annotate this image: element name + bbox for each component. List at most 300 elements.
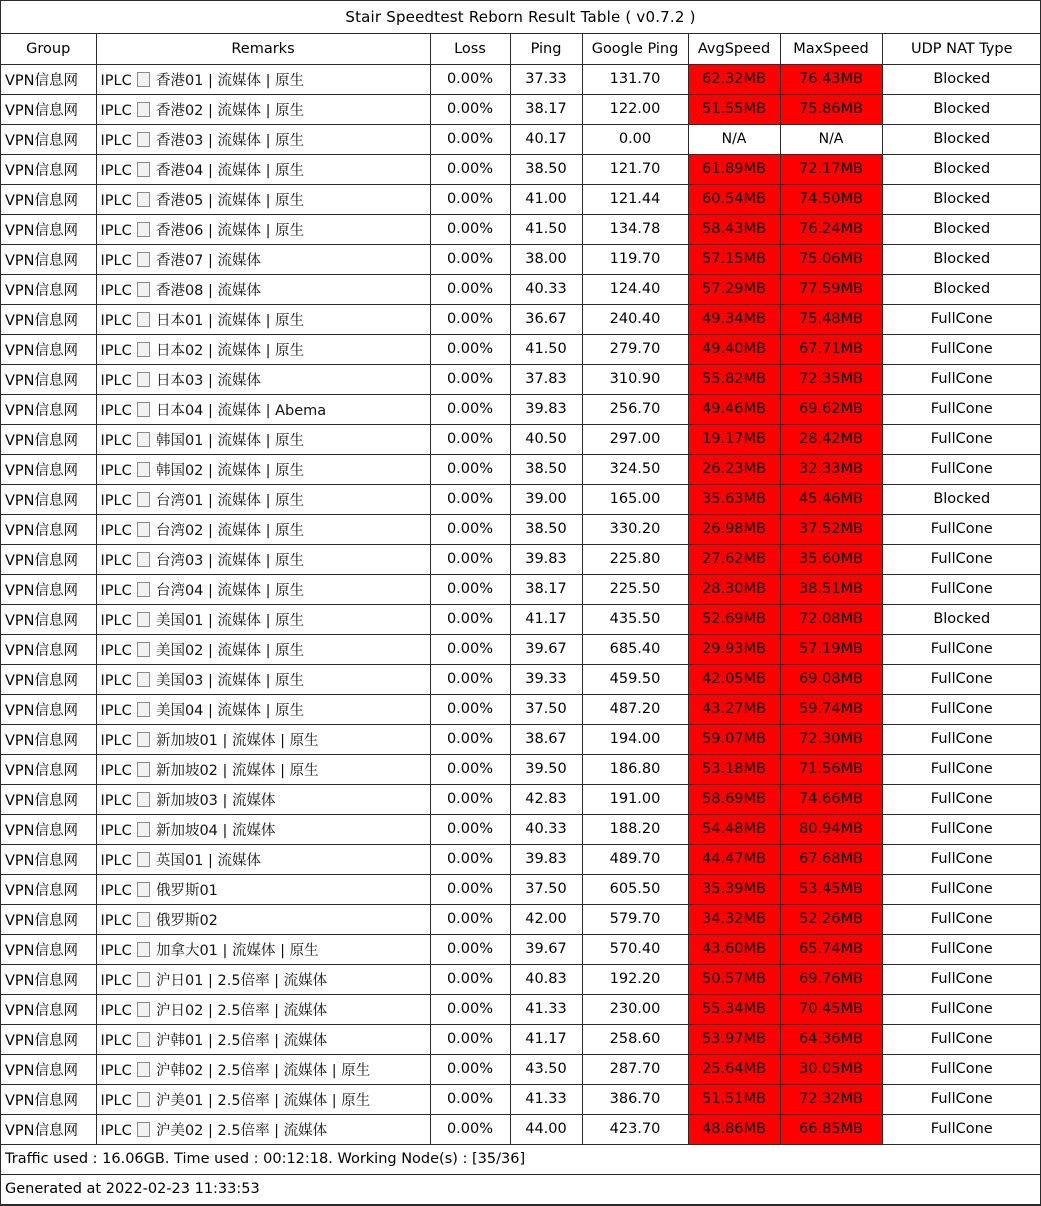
flag-icon [137,132,150,147]
flag-icon [137,702,150,717]
remarks-prefix: IPLC [100,972,132,989]
cell-ping: 38.00 [510,244,582,274]
cell-group: VPN信息网 [1,514,96,544]
cell-maxspeed: 38.51MB [780,574,882,604]
cell-google-ping: 192.20 [582,964,688,994]
cell-avgspeed: 34.32MB [688,904,780,934]
cell-ping: 37.50 [510,694,582,724]
cell-loss: 0.00% [430,1054,510,1084]
remarks-prefix: IPLC [100,612,132,629]
remarks-prefix: IPLC [100,822,132,839]
cell-avgspeed: 42.05MB [688,664,780,694]
cell-loss: 0.00% [430,214,510,244]
cell-avgspeed: 35.39MB [688,874,780,904]
remarks-prefix: IPLC [100,942,132,959]
cell-udp-nat-type: FullCone [882,1084,1041,1114]
cell-google-ping: 122.00 [582,94,688,124]
cell-avgspeed: 29.93MB [688,634,780,664]
cell-maxspeed: N/A [780,124,882,154]
table-row [1,364,1041,394]
cell-udp-nat-type: Blocked [882,94,1041,124]
cell-remarks [96,214,430,244]
cell-avgspeed: 43.60MB [688,934,780,964]
page-title: Stair Speedtest Reborn Result Table ( v0.7.2 ) [1,1,1040,34]
cell-loss: 0.00% [430,484,510,514]
cell-google-ping: 0.00 [582,124,688,154]
cell-maxspeed: 75.86MB [780,94,882,124]
cell-group: VPN信息网 [1,694,96,724]
cell-ping: 43.50 [510,1054,582,1084]
cell-remarks [96,904,430,934]
cell-ping: 37.83 [510,364,582,394]
cell-avgspeed: 61.89MB [688,154,780,184]
remarks-prefix: IPLC [100,102,132,119]
cell-group: VPN信息网 [1,574,96,604]
cell-ping: 39.83 [510,394,582,424]
cell-avgspeed: 53.97MB [688,1024,780,1054]
cell-group: VPN信息网 [1,184,96,214]
cell-avgspeed: 55.82MB [688,364,780,394]
cell-udp-nat-type: FullCone [882,1054,1041,1084]
table-row [1,64,1041,94]
flag-icon [137,492,150,507]
table-row [1,634,1041,664]
cell-avgspeed: 49.34MB [688,304,780,334]
flag-icon [137,912,150,927]
remarks-label: 美国04 | 流媒体 | 原生 [155,702,305,719]
flag-icon [137,402,150,417]
cell-udp-nat-type: FullCone [882,304,1041,334]
remarks-label: 俄罗斯01 [155,882,218,899]
remarks-label: 加拿大01 | 流媒体 | 原生 [155,942,319,959]
cell-group: VPN信息网 [1,604,96,634]
cell-google-ping: 121.44 [582,184,688,214]
cell-maxspeed: 32.33MB [780,454,882,484]
cell-udp-nat-type: Blocked [882,154,1041,184]
remarks-label: 新加坡01 | 流媒体 | 原生 [155,732,319,749]
cell-avgspeed: 59.07MB [688,724,780,754]
table-row [1,484,1041,514]
cell-group: VPN信息网 [1,1114,96,1144]
table-row [1,544,1041,574]
remarks-label: 英国01 | 流媒体 [155,852,262,869]
cell-udp-nat-type: FullCone [882,364,1041,394]
table-row [1,1024,1041,1054]
cell-google-ping: 131.70 [582,64,688,94]
flag-icon [137,552,150,567]
remarks-prefix: IPLC [100,642,132,659]
flag-icon [137,312,150,327]
remarks-label: 日本01 | 流媒体 | 原生 [155,312,305,329]
remarks-label: 日本04 | 流媒体 | Abema [155,402,327,419]
cell-group: VPN信息网 [1,484,96,514]
cell-ping: 41.33 [510,1084,582,1114]
cell-remarks [96,184,430,214]
remarks-prefix: IPLC [100,912,132,929]
column-header-remarks: Remarks [96,34,430,64]
table-row [1,334,1041,364]
cell-loss: 0.00% [430,304,510,334]
cell-udp-nat-type: FullCone [882,1114,1041,1144]
cell-loss: 0.00% [430,184,510,214]
cell-google-ping: 191.00 [582,784,688,814]
cell-avgspeed: 43.27MB [688,694,780,724]
cell-loss: 0.00% [430,274,510,304]
flag-icon [137,642,150,657]
remarks-prefix: IPLC [100,702,132,719]
cell-loss: 0.00% [430,124,510,154]
results-table [1,34,1041,1205]
cell-maxspeed: 72.08MB [780,604,882,634]
table-row [1,934,1041,964]
cell-google-ping: 685.40 [582,634,688,664]
flag-icon [137,1002,150,1017]
cell-group: VPN信息网 [1,154,96,184]
cell-loss: 0.00% [430,154,510,184]
cell-loss: 0.00% [430,664,510,694]
cell-ping: 36.67 [510,304,582,334]
cell-avgspeed: 19.17MB [688,424,780,454]
cell-google-ping: 119.70 [582,244,688,274]
table-header [1,34,1041,64]
cell-google-ping: 297.00 [582,424,688,454]
remarks-prefix: IPLC [100,672,132,689]
remarks-prefix: IPLC [100,522,132,539]
cell-remarks [96,1054,430,1084]
cell-remarks [96,784,430,814]
cell-maxspeed: 30.05MB [780,1054,882,1084]
cell-udp-nat-type: Blocked [882,484,1041,514]
cell-remarks [96,64,430,94]
column-header-maxspeed: MaxSpeed [780,34,882,64]
cell-group: VPN信息网 [1,424,96,454]
cell-avgspeed: 57.15MB [688,244,780,274]
remarks-label: 日本02 | 流媒体 | 原生 [155,342,305,359]
remarks-prefix: IPLC [100,132,132,149]
cell-avgspeed: 26.23MB [688,454,780,484]
remarks-prefix: IPLC [100,222,132,239]
cell-ping: 41.17 [510,1024,582,1054]
cell-avgspeed: 25.64MB [688,1054,780,1084]
remarks-prefix: IPLC [100,1122,132,1139]
flag-icon [137,1122,150,1137]
cell-google-ping: 225.80 [582,544,688,574]
cell-remarks [96,814,430,844]
cell-remarks [96,514,430,544]
table-row [1,844,1041,874]
cell-remarks [96,724,430,754]
cell-loss: 0.00% [430,904,510,934]
cell-remarks [96,154,430,184]
cell-group: VPN信息网 [1,64,96,94]
remarks-prefix: IPLC [100,792,132,809]
table-row [1,304,1041,334]
cell-group: VPN信息网 [1,1084,96,1114]
cell-remarks [96,484,430,514]
cell-avgspeed: 57.29MB [688,274,780,304]
cell-ping: 38.50 [510,154,582,184]
remarks-prefix: IPLC [100,252,132,269]
remarks-prefix: IPLC [100,282,132,299]
flag-icon [137,852,150,867]
cell-udp-nat-type: Blocked [882,604,1041,634]
cell-maxspeed: 76.24MB [780,214,882,244]
cell-remarks [96,1084,430,1114]
table-row [1,604,1041,634]
cell-avgspeed: 60.54MB [688,184,780,214]
table-row [1,754,1041,784]
remarks-prefix: IPLC [100,1062,132,1079]
remarks-label: 韩国02 | 流媒体 | 原生 [155,462,305,479]
cell-loss: 0.00% [430,934,510,964]
cell-group: VPN信息网 [1,904,96,934]
cell-google-ping: 487.20 [582,694,688,724]
flag-icon [137,1062,150,1077]
cell-ping: 38.67 [510,724,582,754]
table-footer [1,1144,1041,1204]
cell-group: VPN信息网 [1,754,96,784]
cell-udp-nat-type: FullCone [882,874,1041,904]
cell-avgspeed: 28.30MB [688,574,780,604]
cell-avgspeed: 62.32MB [688,64,780,94]
cell-loss: 0.00% [430,784,510,814]
table-row [1,724,1041,754]
cell-maxspeed: 37.52MB [780,514,882,544]
cell-loss: 0.00% [430,544,510,574]
cell-ping: 42.83 [510,784,582,814]
cell-loss: 0.00% [430,634,510,664]
remarks-prefix: IPLC [100,882,132,899]
cell-maxspeed: 70.45MB [780,994,882,1024]
cell-group: VPN信息网 [1,964,96,994]
flag-icon [137,1092,150,1107]
cell-avgspeed: 54.48MB [688,814,780,844]
cell-maxspeed: 80.94MB [780,814,882,844]
cell-remarks [96,1114,430,1144]
cell-avgspeed: 52.69MB [688,604,780,634]
cell-loss: 0.00% [430,424,510,454]
cell-loss: 0.00% [430,1024,510,1054]
flag-icon [137,282,150,297]
cell-remarks [96,754,430,784]
cell-avgspeed: 27.62MB [688,544,780,574]
cell-maxspeed: 69.76MB [780,964,882,994]
cell-maxspeed: 28.42MB [780,424,882,454]
cell-maxspeed: 52.26MB [780,904,882,934]
flag-icon [137,732,150,747]
flag-icon [137,102,150,117]
cell-remarks [96,964,430,994]
cell-maxspeed: 67.68MB [780,844,882,874]
cell-remarks [96,454,430,484]
remarks-label: 香港04 | 流媒体 | 原生 [155,162,305,179]
cell-maxspeed: 74.66MB [780,784,882,814]
table-row [1,214,1041,244]
remarks-label: 沪韩01 | 2.5倍率 | 流媒体 [155,1032,328,1049]
remarks-label: 美国03 | 流媒体 | 原生 [155,672,305,689]
cell-group: VPN信息网 [1,94,96,124]
cell-loss: 0.00% [430,244,510,274]
cell-maxspeed: 65.74MB [780,934,882,964]
cell-loss: 0.00% [430,844,510,874]
cell-group: VPN信息网 [1,304,96,334]
flag-icon [137,582,150,597]
cell-loss: 0.00% [430,364,510,394]
column-header-ping: Ping [510,34,582,64]
cell-ping: 39.67 [510,934,582,964]
cell-google-ping: 240.40 [582,304,688,334]
remarks-label: 香港08 | 流媒体 [155,282,262,299]
cell-google-ping: 256.70 [582,394,688,424]
cell-udp-nat-type: Blocked [882,214,1041,244]
cell-avgspeed: 26.98MB [688,514,780,544]
cell-google-ping: 186.80 [582,754,688,784]
flag-icon [137,72,150,87]
cell-group: VPN信息网 [1,784,96,814]
cell-udp-nat-type: FullCone [882,424,1041,454]
cell-udp-nat-type: Blocked [882,64,1041,94]
cell-avgspeed: N/A [688,124,780,154]
remarks-label: 新加坡04 | 流媒体 [155,822,276,839]
cell-udp-nat-type: Blocked [882,244,1041,274]
cell-group: VPN信息网 [1,124,96,154]
cell-remarks [96,844,430,874]
cell-maxspeed: 75.06MB [780,244,882,274]
cell-loss: 0.00% [430,694,510,724]
cell-ping: 39.50 [510,754,582,784]
table-row [1,964,1041,994]
remarks-prefix: IPLC [100,342,132,359]
remarks-label: 美国01 | 流媒体 | 原生 [155,612,305,629]
cell-avgspeed: 51.51MB [688,1084,780,1114]
table-row [1,94,1041,124]
cell-remarks [96,664,430,694]
cell-google-ping: 423.70 [582,1114,688,1144]
cell-avgspeed: 49.40MB [688,334,780,364]
cell-group: VPN信息网 [1,1054,96,1084]
cell-group: VPN信息网 [1,1024,96,1054]
cell-ping: 38.50 [510,514,582,544]
cell-group: VPN信息网 [1,244,96,274]
column-header-group: Group [1,34,96,64]
cell-ping: 37.33 [510,64,582,94]
cell-avgspeed: 51.55MB [688,94,780,124]
cell-google-ping: 386.70 [582,1084,688,1114]
column-header-avgspeed: AvgSpeed [688,34,780,64]
cell-remarks [96,364,430,394]
cell-maxspeed: 35.60MB [780,544,882,574]
cell-group: VPN信息网 [1,454,96,484]
remarks-label: 沪日01 | 2.5倍率 | 流媒体 [155,972,328,989]
table-row [1,124,1041,154]
table-row [1,1114,1041,1144]
cell-avgspeed: 55.34MB [688,994,780,1024]
cell-group: VPN信息网 [1,874,96,904]
cell-group: VPN信息网 [1,994,96,1024]
flag-icon [137,612,150,627]
cell-udp-nat-type: Blocked [882,184,1041,214]
column-header-loss: Loss [430,34,510,64]
remarks-prefix: IPLC [100,1002,132,1019]
remarks-label: 俄罗斯02 [155,912,218,929]
remarks-prefix: IPLC [100,762,132,779]
cell-avgspeed: 50.57MB [688,964,780,994]
table-row [1,904,1041,934]
cell-udp-nat-type: FullCone [882,664,1041,694]
remarks-prefix: IPLC [100,1092,132,1109]
cell-google-ping: 194.00 [582,724,688,754]
cell-remarks [96,424,430,454]
cell-ping: 41.00 [510,184,582,214]
cell-ping: 40.33 [510,274,582,304]
cell-ping: 41.50 [510,334,582,364]
cell-ping: 38.17 [510,574,582,604]
cell-remarks [96,694,430,724]
remarks-label: 沪美02 | 2.5倍率 | 流媒体 [155,1122,328,1139]
cell-remarks [96,94,430,124]
cell-udp-nat-type: FullCone [882,454,1041,484]
cell-udp-nat-type: FullCone [882,694,1041,724]
cell-remarks [96,244,430,274]
cell-loss: 0.00% [430,394,510,424]
table-row [1,514,1041,544]
cell-loss: 0.00% [430,874,510,904]
flag-icon [137,252,150,267]
cell-google-ping: 279.70 [582,334,688,364]
cell-udp-nat-type: FullCone [882,784,1041,814]
cell-maxspeed: 69.08MB [780,664,882,694]
cell-loss: 0.00% [430,334,510,364]
cell-loss: 0.00% [430,454,510,484]
remarks-label: 香港07 | 流媒体 [155,252,262,269]
table-row [1,784,1041,814]
remarks-prefix: IPLC [100,552,132,569]
cell-ping: 39.83 [510,844,582,874]
cell-ping: 37.50 [510,874,582,904]
remarks-label: 台湾03 | 流媒体 | 原生 [155,552,305,569]
remarks-prefix: IPLC [100,492,132,509]
remarks-label: 美国02 | 流媒体 | 原生 [155,642,305,659]
remarks-label: 香港06 | 流媒体 | 原生 [155,222,305,239]
remarks-prefix: IPLC [100,402,132,419]
remarks-prefix: IPLC [100,1032,132,1049]
cell-udp-nat-type: FullCone [882,844,1041,874]
table-row [1,184,1041,214]
remarks-label: 沪韩02 | 2.5倍率 | 流媒体 | 原生 [155,1062,371,1079]
remarks-prefix: IPLC [100,72,132,89]
cell-avgspeed: 35.63MB [688,484,780,514]
cell-remarks [96,334,430,364]
cell-group: VPN信息网 [1,334,96,364]
cell-udp-nat-type: Blocked [882,274,1041,304]
cell-loss: 0.00% [430,814,510,844]
cell-udp-nat-type: FullCone [882,964,1041,994]
remarks-label: 香港02 | 流媒体 | 原生 [155,102,305,119]
table-row [1,454,1041,484]
cell-avgspeed: 58.69MB [688,784,780,814]
cell-ping: 38.17 [510,94,582,124]
table-body [1,64,1041,1144]
cell-ping: 41.33 [510,994,582,1024]
cell-remarks [96,934,430,964]
header-row [1,34,1041,64]
cell-loss: 0.00% [430,1114,510,1144]
cell-maxspeed: 67.71MB [780,334,882,364]
column-header-google-ping: Google Ping [582,34,688,64]
cell-maxspeed: 53.45MB [780,874,882,904]
flag-icon [137,342,150,357]
cell-ping: 38.50 [510,454,582,484]
